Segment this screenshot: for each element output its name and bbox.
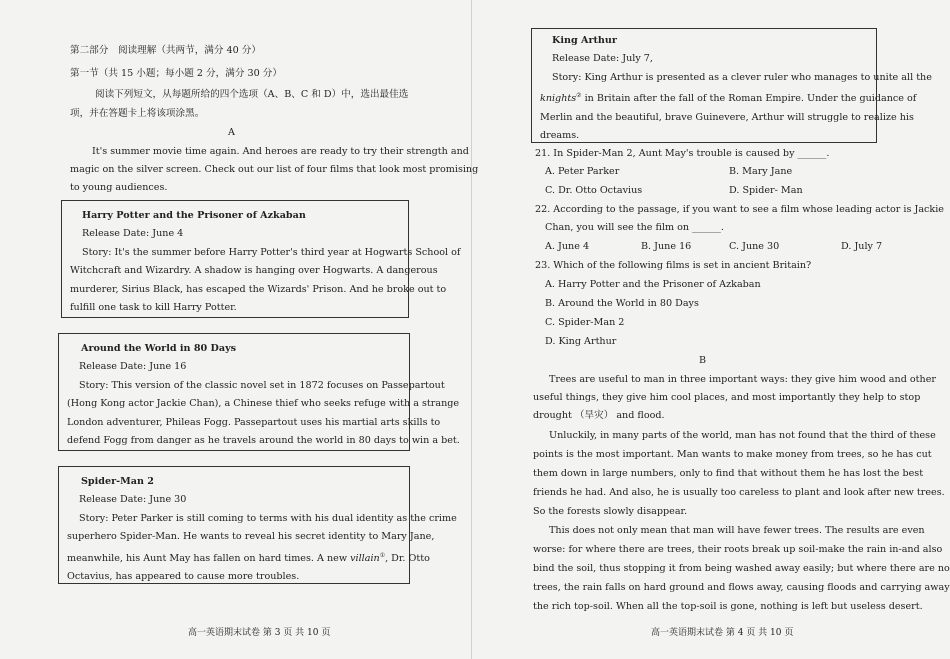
passage-b-line: trees, the rain falls on hard ground and flows away, causing floods and carrying away — [533, 582, 950, 593]
q21-option-c: C. Dr. Otto Octavius — [545, 185, 643, 196]
film-box-king-arthur — [531, 28, 932, 143]
film-box-spider-man — [58, 466, 457, 584]
film-box-harry-potter — [61, 200, 461, 318]
question-21-stem: 21. In Spider-Man 2, Aunt May's trouble is caused by ______. — [535, 148, 830, 159]
film-story: (Hong Kong actor Jackie Chan), a Chinese thief who seeks refuge with a strange — [67, 398, 460, 410]
passage-b-line: them down in large numbers, only to find that without them he has lost the best — [533, 468, 924, 479]
question-22-stem-2: Chan, you will see the film on ______. — [545, 222, 724, 233]
section-heading: 第二部分 阅读理解（共两节，满分 40 分） — [70, 45, 261, 56]
passage-b-label: B — [699, 355, 707, 366]
film-story: meanwhile, his Aunt May has fallen on hard times. A new villain①, Dr. Otto — [67, 551, 430, 564]
footnote-mark-2: ② — [576, 92, 582, 100]
film-story: knights② in Britain after the fall of the Roman Empire. Under the guidance of — [540, 92, 917, 105]
passage-b-line: worse: for where there are trees, their roots break up soil-make the rain in-and also — [533, 544, 943, 555]
passage-b-line: friends he had. And also, he is usually too careless to plant and look after new trees. — [533, 487, 945, 498]
passage-b-line: bind the soil, thus stopping it from being washed away easily; but where there are no — [533, 563, 950, 574]
page-fold — [471, 0, 472, 659]
question-23-stem: 23. Which of the following films is set in ancient Britain? — [535, 260, 812, 271]
passage-b-line: Trees are useful to man in three important ways: they give him wood and other — [549, 374, 936, 385]
q22-option-c: C. June 30 — [729, 241, 780, 252]
q22-option-b: B. June 16 — [641, 241, 692, 252]
film-release: Release Date: June 16 — [79, 361, 187, 373]
intro-line-1: It's summer movie time again. And heroes are ready to try their strength and — [92, 146, 469, 157]
film-story: murderer, Sirius Black, has escaped the Wizards' Prison. And he broke out to — [70, 283, 447, 295]
q23-option-d: D. King Arthur — [545, 336, 617, 347]
intro-line-3: to young audiences. — [70, 182, 168, 193]
q23-option-a: A. Harry Potter and the Prisoner of Azkaban — [545, 279, 761, 290]
q22-option-a: A. June 4 — [545, 241, 590, 252]
film-story: Story: King Arthur is presented as a clever ruler who manages to unite all the — [552, 71, 932, 83]
left-page-footer: 高一英语期末试卷 第 3 页 共 10 页 — [188, 628, 331, 638]
villain-word: villain — [350, 552, 380, 564]
q23-option-c: C. Spider-Man 2 — [545, 317, 625, 328]
passage-b-line: drought （旱灾） and flood. — [533, 410, 665, 421]
film-release: Release Date: June 4 — [82, 228, 184, 240]
film-release: Release Date: July 7, — [552, 53, 653, 65]
intro-line-2: magic on the silver screen. Check out our list of four films that look most promising — [70, 164, 479, 175]
footnote-mark-1: ① — [379, 551, 386, 559]
instruction-line-1: 阅读下列短文，从每题所给的四个选项（A、B、C 和 D）中，选出最佳选 — [95, 89, 409, 100]
film-title: King Arthur — [552, 35, 617, 46]
question-22-stem-1: 22. According to the passage, if you want to see a film whose leading actor is Jackie — [535, 204, 944, 215]
instruction-line-2: 项，并在答题卡上将该项涂黑。 — [70, 108, 205, 119]
passage-b-line: Unluckily, in many parts of the world, man has not found that the third of these — [549, 430, 936, 441]
film-story: defend Fogg from danger as he travels around the world in 80 days to win a bet. — [67, 435, 460, 447]
right-page-footer: 高一英语期末试卷 第 4 页 共 10 页 — [651, 628, 794, 638]
q22-option-d: D. July 7 — [841, 241, 883, 252]
knights-word: knights — [540, 93, 577, 105]
film-title: Spider-Man 2 — [81, 476, 154, 487]
passage-b-line: useful things, they give him cool places, and most importantly they help to stop — [533, 392, 921, 403]
film-story: Octavius, has appeared to cause more troubles. — [67, 571, 300, 583]
passage-b-line: This does not only mean that man will have fewer trees. The results are even — [549, 525, 925, 536]
q21-option-d: D. Spider- Man — [729, 185, 803, 196]
film-release: Release Date: June 30 — [79, 494, 187, 506]
passage-b-line: the rich top-soil. When all the top-soil is gone, nothing is left but useless desert. — [533, 601, 923, 612]
q23-option-b: B. Around the World in 80 Days — [545, 298, 699, 309]
film-story: fulfill one task to kill Harry Potter. — [70, 302, 237, 314]
film-box-around-the-world — [58, 333, 460, 451]
film-story: Story: This version of the classic novel set in 1872 focuses on Passepartout — [79, 379, 445, 391]
subsection-heading: 第一节（共 15 小题；每小题 2 分，满分 30 分） — [70, 68, 282, 79]
q21-option-b: B. Mary Jane — [729, 166, 793, 177]
film-title: Harry Potter and the Prisoner of Azkaban — [82, 210, 306, 221]
film-story: Merlin and the beautiful, brave Guinevere, Arthur will struggle to realize his — [540, 111, 914, 123]
film-story: dreams. — [540, 130, 580, 142]
film-title: Around the World in 80 Days — [81, 343, 237, 354]
passage-b-line: points is the most important. Man wants to make money from trees, so he has cut — [533, 449, 932, 460]
film-story: Witchcraft and Wizardry. A shadow is hanging over Hogwarts. A dangerous — [70, 265, 438, 277]
q21-option-a: A. Peter Parker — [545, 166, 620, 177]
right-page — [475, 0, 950, 659]
film-story: Story: Peter Parker is still coming to terms with his dual identity as the crime — [79, 512, 457, 524]
passage-a-label: A — [228, 127, 235, 138]
passage-b-line: So the forests slowly disappear. — [533, 506, 688, 517]
film-story: Story: It's the summer before Harry Potter's third year at Hogwarts School of — [82, 246, 461, 258]
film-story: superhero Spider-Man. He wants to reveal his secret identity to Mary Jane, — [67, 531, 435, 543]
film-story: London adventurer, Phileas Fogg. Passepartout uses his martial arts skills to — [67, 416, 441, 428]
